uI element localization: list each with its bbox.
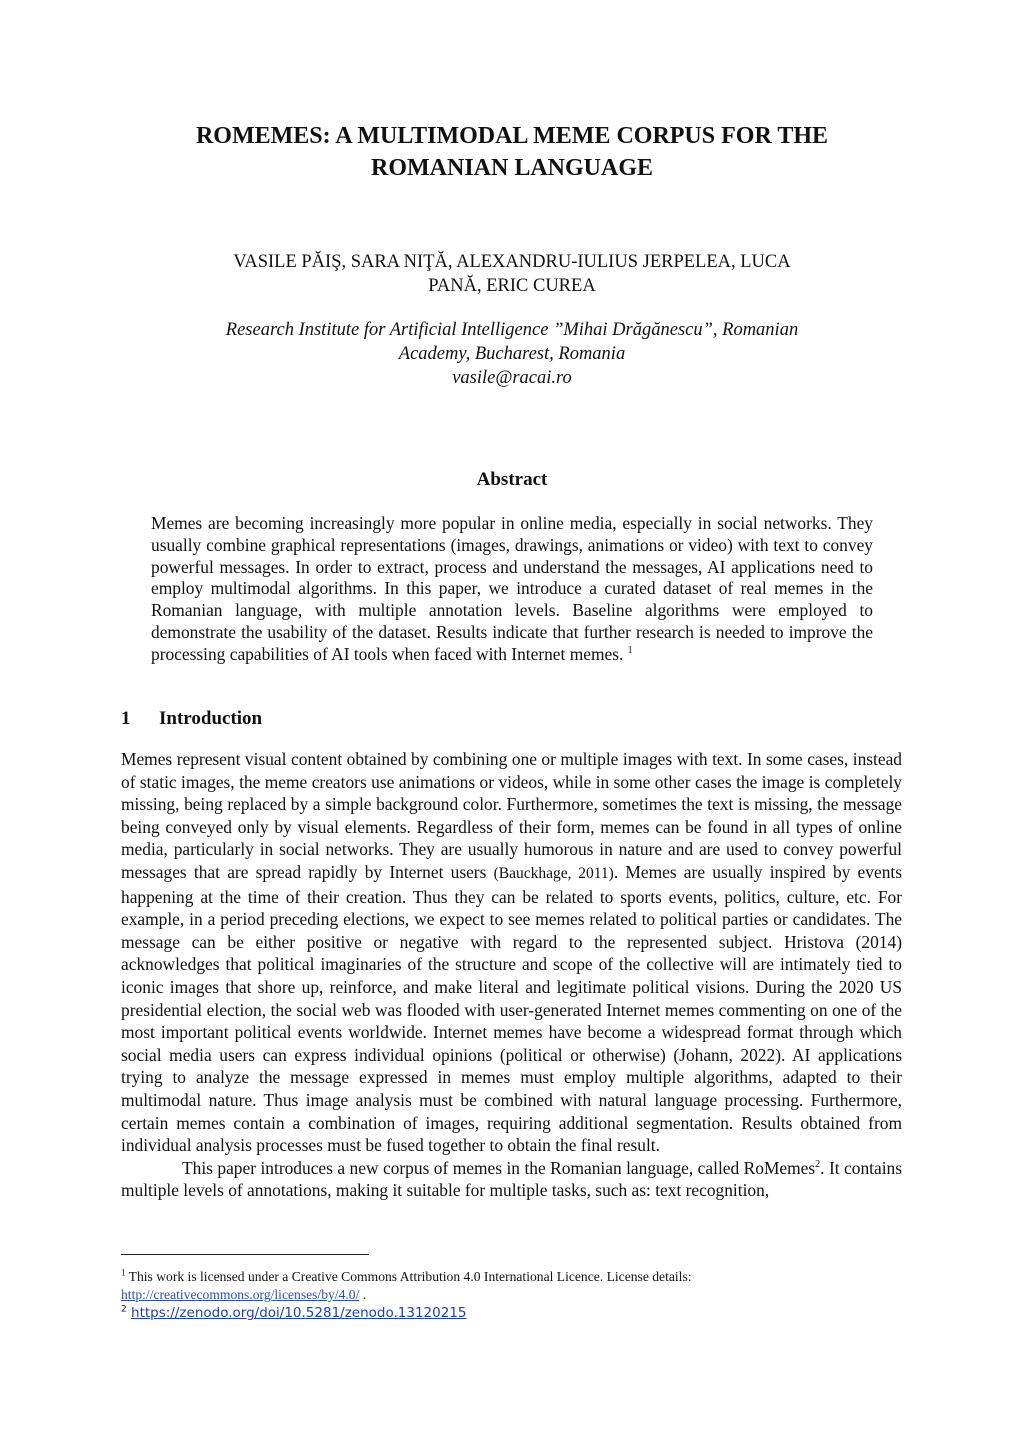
footnote-tail: . [359, 1287, 367, 1302]
footnote-text: This work is licensed under a Creative Commons Attribution 4.0 International Licence. License details: [125, 1269, 692, 1284]
paragraph-text: This paper introduces a new corpus of memes in the Romanian language, called RoMemes [182, 1157, 816, 1178]
affiliation [150, 318, 874, 390]
authors-line-1: VASILE PĂIŞ, SARA NIŢĂ, ALEXANDRU-IULIUS JERPELEA, LUCA [233, 252, 791, 272]
paper-title [120, 120, 904, 184]
footnotes [121, 1268, 902, 1322]
section-heading-introduction [121, 707, 262, 731]
introduction-body [121, 748, 902, 1202]
footnote-marker: 2 [121, 1304, 127, 1315]
title-line-2: ROMANIAN LANGUAGE [371, 155, 653, 181]
author-list [170, 250, 854, 298]
affiliation-line-1: Research Institute for Artificial Intelligence ”Mihai Drăgănescu”, Romanian [225, 320, 799, 340]
abstract-body [151, 513, 873, 666]
paragraph-text: . It contains multiple levels of annotations, making it suitable for multiple tasks, such as: text recognition, [121, 1157, 902, 1201]
citation-bauckhage: (Bauckhage, 2011) [493, 864, 614, 882]
footnote-ref-2[interactable]: 2 [815, 1158, 821, 1170]
footnote-marker: 1 [121, 1267, 126, 1278]
title-line-1: ROMEMES: A MULTIMODAL MEME CORPUS FOR THE [195, 123, 829, 149]
section-number: 1 [121, 708, 131, 729]
affiliation-line-2: Academy, Bucharest, Romania [398, 344, 626, 364]
paragraph-text: Memes represent visual content obtained by combining one or multiple images with text. In some cases, instead of static images, the meme creators use animations or videos, while in some other cases the image is completely missing, being replaced by a simple background color. Furthermore, sometimes the text is missing, the message being conveyed only by visual elements. Regardless of their form, memes can be found in all types of online media, particularly in social networks. They are usually humorous in nature and are used to convey powerful messages that are spread rapidly by Internet users [121, 749, 902, 882]
zenodo-link[interactable]: https://zenodo.org/doi/10.5281/zenodo.13120215 [131, 1305, 467, 1321]
footnote-1-link-line [121, 1286, 902, 1304]
footnote-1 [121, 1268, 902, 1286]
authors-line-2: PANĂ, ERIC CUREA [428, 276, 596, 296]
footnote-ref-1[interactable]: 1 [627, 644, 633, 656]
paragraph-text: . Memes are usually inspired by events happening at the time of their creation. Thus they can be related to sports events, politics, culture, etc. For example, in a period preceding elections, we expect to see memes related to political parties or candidates. The message can be either positive or negative with regard to the represented subject. Hristova (2014) acknowledges that political imaginaries of the structure and scope of the collective will are intimately tied to iconic images that shore up, reinforce, and make literal and legitimate political visions. During the 2020 US presidential election, the social web was flooded with user-generated Internet memes commenting on one of the most important political events worldwide. Internet memes have become a widespread format through which social media users can express individual opinions (political or otherwise) (Johann, 2022). AI applications trying to analyze the message expressed in memes must employ multiple algorithms, adapted to their multimodal nature. Thus image analysis must be combined with natural language processing. Furthermore, certain memes contain a combination of images, requiring additional segmentation. Results obtained from individual analysis processes must be fused together to obtain the final result. [121, 861, 902, 1156]
abstract-heading: Abstract [476, 469, 548, 490]
section-title: Introduction [159, 708, 263, 729]
abstract-text: Memes are becoming increasingly more popular in online media, especially in social networks. They usually combine graphical representations (images, drawings, animations or video) with text to convey powerful messages. In order to extract, process and understand the messages, AI applications need to employ multimodal algorithms. In this paper, we introduce a curated dataset of real memes in the Romanian language, with multiple annotation levels. Baseline algorithms were employed to demonstrate the usability of the dataset. Results indicate that further research is needed to improve the processing capabilities of AI tools when faced with Internet memes. [151, 513, 873, 664]
paragraph [121, 748, 902, 1157]
footnote-2 [121, 1304, 902, 1322]
author-email[interactable]: vasile@racai.ro [452, 368, 572, 388]
footnote-divider [121, 1254, 369, 1255]
license-link[interactable]: http://creativecommons.org/licenses/by/4.0/ [121, 1287, 360, 1302]
paragraph [121, 1157, 902, 1202]
